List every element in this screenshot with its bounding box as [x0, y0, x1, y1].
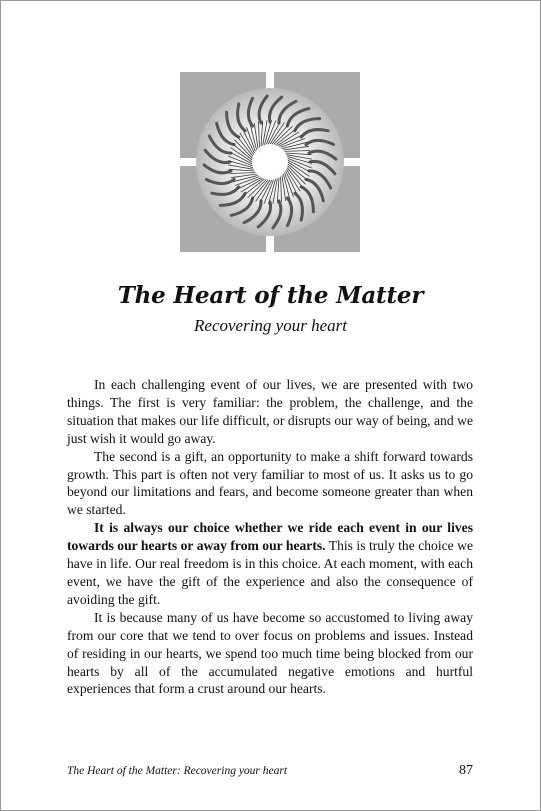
paragraph-emphasis: It is always our choice whether we ride each event in our lives towards our hearts or away from our hearts. [67, 520, 473, 554]
paragraph: It is because many of us have become so accustomed to living away from our core that we tend to over focus on problems and issues. Instead of residing in our hearts, we spend too much time being blocked from our hearts by all of the accumulated negative emotions and hurtful experiences that form a crust around our hearts. [67, 609, 473, 697]
paragraph: The second is a gift, an opportunity to make a shift forward towards growth. This part is often not very familiar to most of us. It asks us to go beyond our limitations and fears, and become someone greater than when we started. [67, 448, 473, 518]
page-number: 87 [459, 763, 473, 778]
body-text [67, 376, 473, 698]
paragraph [67, 519, 473, 609]
sunburst-heart-emblem-icon [180, 72, 360, 252]
paragraph: In each challenging event of our lives, we are presented with two things. The first is very familiar: the problem, the challenge, and the situation that makes our life difficult, or disrupts our way of being, and we just wish it would go away. [67, 377, 473, 446]
chapter-title: The Heart of the Matter [117, 282, 424, 309]
running-footer-title: The Heart of the Matter: Recovering your heart [67, 765, 288, 777]
emblem-core [254, 146, 286, 178]
paragraph-rest: This is truly the choice we have in life. Our real freedom is in this choice. At each moment, with each event, we have the gift of the experience and also the consequence of avoiding the gift. [67, 538, 474, 607]
chapter-subtitle: Recovering your heart [194, 316, 347, 335]
